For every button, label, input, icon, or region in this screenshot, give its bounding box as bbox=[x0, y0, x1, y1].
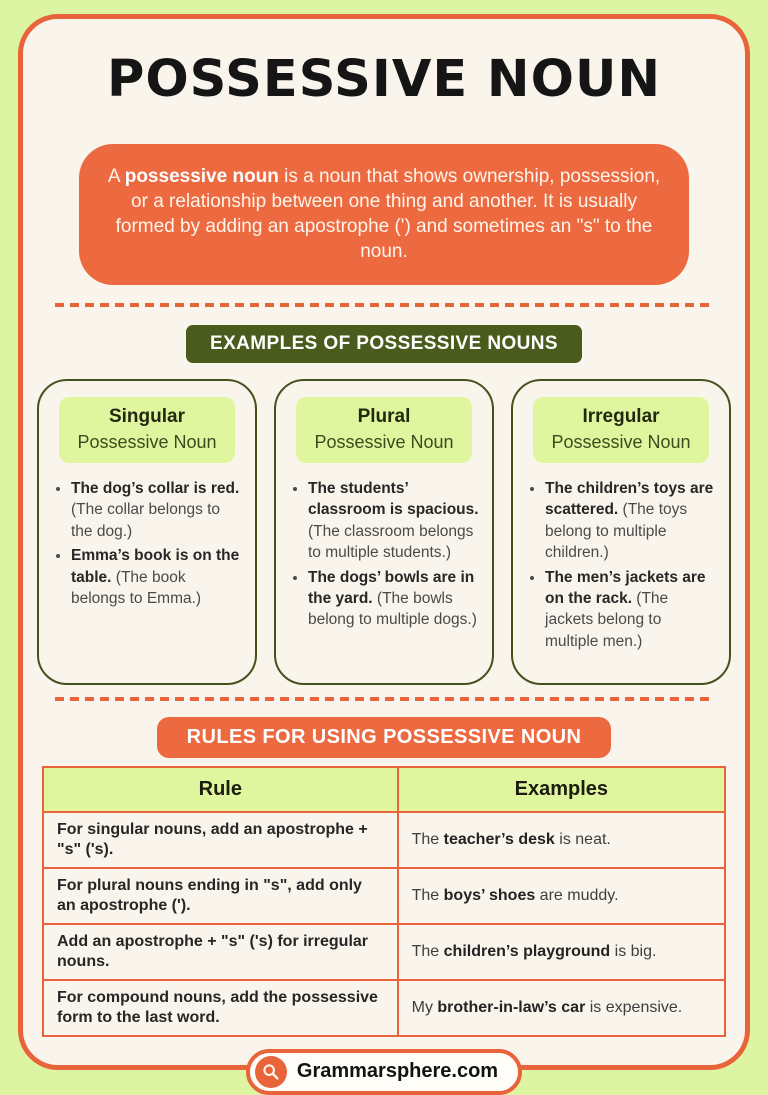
example-pre: The bbox=[411, 830, 444, 848]
example-pre: The bbox=[411, 886, 444, 904]
brand-badge[interactable] bbox=[246, 1049, 522, 1095]
list-item bbox=[545, 567, 716, 653]
example-cell bbox=[398, 868, 725, 924]
list-item bbox=[545, 478, 716, 564]
example-sentence: Emma’s book is on the table. bbox=[71, 547, 240, 586]
example-card-subtitle: Possessive Noun bbox=[77, 431, 217, 452]
example-sentence: The dog’s collar is red. bbox=[71, 480, 240, 497]
definition-box bbox=[79, 144, 689, 285]
table-row bbox=[43, 868, 725, 924]
example-card-irregular-header bbox=[533, 397, 709, 463]
rule-cell: For singular nouns, add an apostrophe + "s" ('s). bbox=[43, 812, 398, 868]
example-list bbox=[308, 478, 479, 631]
example-cell bbox=[398, 812, 725, 868]
example-card-subtitle: Possessive Noun bbox=[551, 431, 691, 452]
definition-text-pre: A bbox=[107, 165, 125, 187]
example-explanation: (The classroom belongs to multiple students.) bbox=[308, 522, 474, 562]
column-header-rule: Rule bbox=[43, 767, 398, 812]
list-item bbox=[71, 545, 242, 609]
example-list bbox=[71, 478, 242, 609]
page-title: POSSESSIVE NOUN bbox=[106, 50, 662, 109]
rules-section-header: RULES FOR USING POSSESSIVE NOUN bbox=[157, 717, 612, 758]
example-bold: boys’ shoes bbox=[443, 886, 536, 904]
table-row bbox=[43, 980, 725, 1036]
example-sentence: The students’ classroom is spacious. bbox=[308, 480, 479, 519]
poster-card bbox=[18, 14, 750, 1083]
list-item bbox=[308, 567, 479, 631]
rule-cell: Add an apostrophe + "s" ('s) for irregular nouns. bbox=[43, 924, 398, 980]
example-list bbox=[545, 478, 716, 652]
column-header-examples: Examples bbox=[398, 767, 725, 812]
example-card-singular-header bbox=[59, 397, 235, 463]
example-card-subtitle: Possessive Noun bbox=[314, 431, 454, 452]
search-icon bbox=[255, 1056, 287, 1088]
example-sentence: The children’s toys are scattered. bbox=[545, 480, 714, 519]
dashed-divider-bottom bbox=[55, 697, 713, 701]
example-card-type: Irregular bbox=[582, 405, 660, 427]
dashed-divider-top bbox=[55, 303, 713, 307]
rule-cell: For plural nouns ending in "s", add only an apostrophe ('). bbox=[43, 868, 398, 924]
example-card-type: Plural bbox=[357, 405, 411, 427]
example-explanation: (The toys belong to multiple children.) bbox=[545, 501, 688, 562]
example-card-plural bbox=[274, 379, 494, 685]
definition-text-post: is a noun that shows ownership, possession, or a relationship between one thing and another. It is usually formed by adding an apostrophe (') and sometimes an "s" to the noun. bbox=[115, 165, 661, 263]
example-post: is neat. bbox=[554, 830, 611, 848]
example-pre: The bbox=[411, 942, 444, 960]
brand-name: Grammarsphere.com bbox=[296, 1060, 499, 1083]
example-explanation: (The jackets belong to multiple men.) bbox=[545, 589, 669, 650]
example-post: is big. bbox=[610, 942, 657, 960]
rules-table bbox=[42, 766, 726, 1037]
list-item bbox=[308, 478, 479, 564]
example-pre: My bbox=[411, 998, 438, 1016]
example-card-type: Singular bbox=[108, 405, 185, 427]
example-post: is expensive. bbox=[585, 998, 683, 1016]
example-explanation: (The book belongs to Emma.) bbox=[71, 568, 202, 607]
example-explanation: (The collar belongs to the dog.) bbox=[71, 501, 221, 540]
example-card-irregular bbox=[511, 379, 731, 685]
example-explanation: (The bowls belong to multiple dogs.) bbox=[308, 589, 477, 629]
example-post: are muddy. bbox=[535, 886, 619, 904]
table-header-row bbox=[43, 767, 725, 812]
example-cell bbox=[398, 924, 725, 980]
example-cards-row bbox=[37, 379, 731, 685]
example-sentence: The dogs’ bowls are in the yard. bbox=[308, 568, 475, 607]
example-bold: brother-in-law’s car bbox=[437, 998, 586, 1016]
list-item bbox=[71, 478, 242, 542]
example-card-singular bbox=[37, 379, 257, 685]
examples-section-header: EXAMPLES OF POSSESSIVE NOUNS bbox=[186, 325, 582, 363]
example-bold: children’s playground bbox=[443, 942, 611, 960]
table-row bbox=[43, 924, 725, 980]
rule-cell: For compound nouns, add the possessive form to the last word. bbox=[43, 980, 398, 1036]
example-bold: teacher’s desk bbox=[443, 830, 555, 848]
definition-text-bold: possessive noun bbox=[124, 165, 279, 187]
example-sentence: The men’s jackets are on the rack. bbox=[545, 568, 706, 607]
table-row bbox=[43, 812, 725, 868]
example-cell bbox=[398, 980, 725, 1036]
example-card-plural-header bbox=[296, 397, 472, 463]
